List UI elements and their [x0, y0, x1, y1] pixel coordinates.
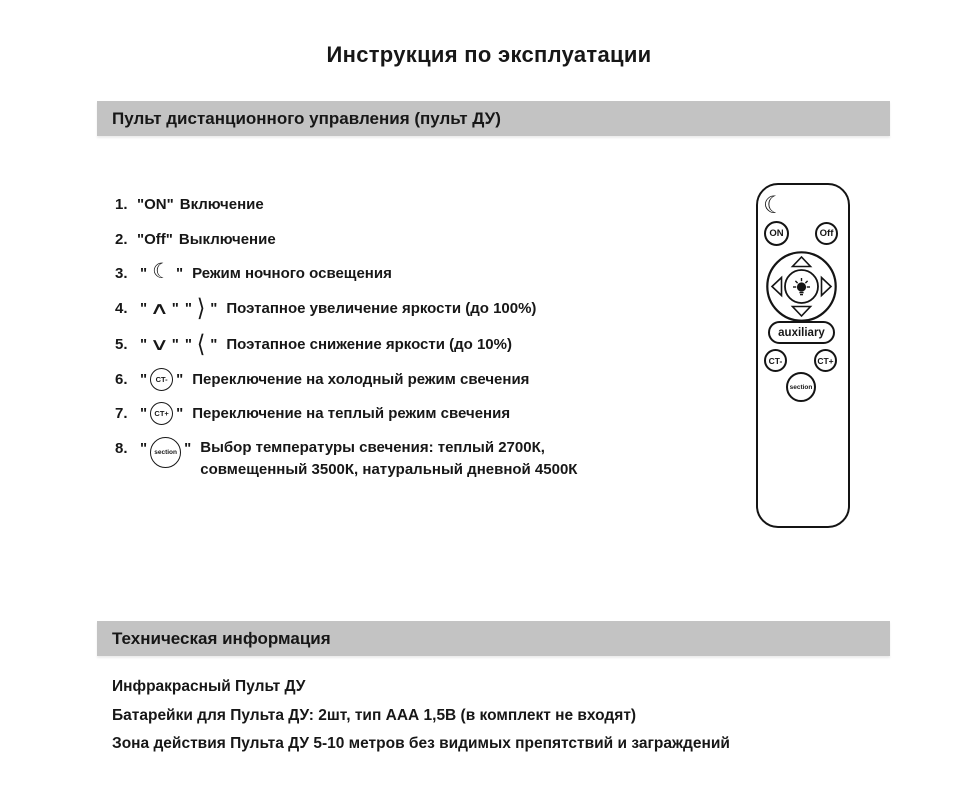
off-button: Off — [815, 222, 838, 245]
quote-mark: " — [171, 300, 179, 317]
quote-mark: " — [171, 336, 179, 353]
ct-plus-button: CT+ — [814, 349, 837, 372]
list-item — [115, 260, 392, 284]
tech-info-line: Зона действия Пульта ДУ 5-10 метров без видимых препятствий и заграждений — [112, 735, 730, 752]
item-description: Режим ночного освещения — [192, 265, 392, 282]
button-name: "ON" — [137, 196, 174, 213]
quote-mark: " — [210, 336, 218, 353]
quote-mark: " — [140, 300, 148, 317]
on-button: ON — [764, 221, 789, 246]
tech-info-line: Инфракрасный Пульт ДУ — [112, 678, 306, 695]
quote-mark: " — [140, 440, 148, 457]
item-description: Поэтапное снижение яркости (до 10%) — [226, 336, 512, 353]
item-number: 8. — [115, 440, 128, 457]
quote-mark: " — [210, 300, 218, 317]
quote-mark: " — [184, 336, 193, 353]
list-item — [115, 231, 276, 248]
moon-icon: ☾ — [763, 192, 785, 219]
quote-mark: " — [176, 371, 184, 388]
quote-mark: " — [184, 440, 192, 457]
ct-minus-button: CT- — [764, 349, 787, 372]
auxiliary-button: auxiliary — [768, 321, 835, 344]
item-number: 7. — [115, 405, 128, 422]
button-name: "Off" — [137, 231, 173, 248]
quote-mark: " — [184, 300, 193, 317]
chevron-right-icon: ⟩ — [196, 295, 206, 322]
item-number: 3. — [115, 265, 128, 282]
quote-mark: " — [176, 405, 184, 422]
item-description: Переключение на теплый режим свечения — [192, 405, 511, 422]
list-item — [115, 402, 510, 425]
item-number: 5. — [115, 336, 128, 353]
chevron-up-icon: ∧ — [149, 299, 170, 318]
ct-minus-icon: CT- — [150, 368, 173, 391]
tech-info-line: Батарейки для Пульта ДУ: 2шт, тип ААА 1,5В (в комплект не входят) — [112, 707, 637, 724]
quote-mark: " — [140, 371, 148, 388]
chevron-down-icon: ∨ — [149, 335, 170, 354]
section-button: section — [786, 372, 816, 402]
list-item — [115, 368, 529, 391]
item-number: 6. — [115, 371, 128, 388]
item-number: 1. — [115, 196, 128, 213]
description-line-1: Выбор температуры свечения: теплый 2700К, — [200, 439, 545, 456]
nav-pad — [765, 250, 838, 323]
description-line-2: совмещенный 3500К, натуральный дневной 4500К — [200, 461, 578, 478]
quote-mark: " — [140, 265, 148, 282]
item-number: 4. — [115, 300, 128, 317]
page-title: Инструкция по эксплуатации — [326, 42, 652, 67]
quote-mark: " — [175, 265, 184, 282]
ct-plus-icon: CT+ — [150, 402, 173, 425]
moon-icon: ☾ — [152, 260, 171, 283]
section-header-tech: Техническая информация — [97, 621, 890, 656]
item-description: Выключение — [178, 231, 276, 248]
list-item — [115, 437, 577, 481]
section-icon: section — [150, 437, 181, 468]
item-number: 2. — [115, 231, 128, 248]
list-item — [115, 295, 537, 322]
item-description: Поэтапное увеличение яркости (до 100%) — [226, 300, 537, 317]
quote-mark: " — [140, 405, 148, 422]
section-header-remote: Пульт дистанционного управления (пульт ДУ) — [97, 101, 890, 136]
item-description: Переключение на холодный режим свечения — [192, 371, 530, 388]
list-item — [115, 331, 512, 358]
chevron-left-icon: ⟨ — [196, 331, 206, 358]
item-description: Включение — [179, 196, 264, 213]
item-description — [200, 437, 577, 481]
quote-mark: " — [140, 336, 148, 353]
list-item — [115, 196, 264, 213]
remote-control-illustration — [756, 183, 850, 528]
